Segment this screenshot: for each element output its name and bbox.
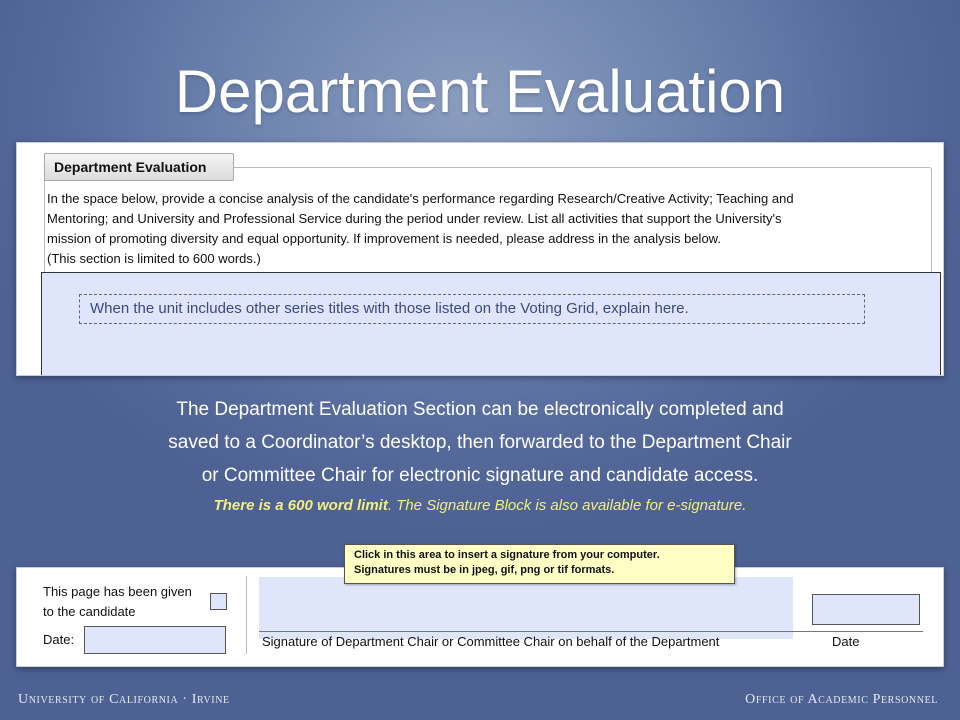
signature-tooltip bbox=[344, 544, 735, 584]
slide-title: Department Evaluation bbox=[174, 58, 786, 125]
instructions-line: Mentoring; and University and Professional Service during the period under review. List all activities that support the University's bbox=[47, 211, 782, 226]
department-evaluation-form bbox=[16, 142, 944, 376]
signature-area[interactable] bbox=[259, 577, 793, 639]
divider bbox=[246, 576, 247, 654]
given-to-candidate-checkbox[interactable] bbox=[210, 593, 227, 610]
description-text bbox=[40, 393, 920, 492]
description-line: saved to a Coordinator’s desktop, then forwarded to the Department Chair bbox=[168, 432, 792, 453]
given-label-line: to the candidate bbox=[43, 604, 136, 619]
signature-line bbox=[259, 631, 923, 632]
description-line: or Committee Chair for electronic signature and candidate access. bbox=[201, 465, 759, 486]
tooltip-line: Signatures must be in jpeg, gif, png or tif formats. bbox=[354, 564, 615, 576]
instructions-line: (This section is limited to 600 words.) bbox=[47, 251, 261, 266]
given-to-candidate-label bbox=[43, 582, 192, 622]
footer-office: Office of Academic Personnel bbox=[745, 692, 938, 707]
date-field[interactable] bbox=[84, 626, 226, 654]
signature-caption: Signature of Department Chair or Committee Chair on behalf of the Department bbox=[262, 634, 720, 649]
description-line: The Department Evaluation Section can be electronically completed and bbox=[176, 399, 784, 420]
instructions-text bbox=[47, 189, 917, 269]
signature-date-field[interactable] bbox=[812, 594, 920, 625]
footer-university: University of California · Irvine bbox=[18, 692, 230, 707]
tooltip-line: Click in this area to insert a signature from your computer. bbox=[354, 549, 660, 561]
instructions-line: mission of promoting diversity and equal opportunity. If improvement is needed, please address in the analysis below. bbox=[47, 231, 721, 246]
word-limit-bold: There is a 600 word limit bbox=[213, 497, 388, 514]
signature-date-label: Date bbox=[832, 634, 860, 649]
instructions-line: In the space below, provide a concise analysis of the candidate's performance regarding Research/Creative Activity; Teaching and bbox=[47, 191, 794, 206]
signature-note: . The Signature Block is also available for e-signature. bbox=[387, 497, 747, 514]
word-limit-note bbox=[40, 495, 920, 517]
section-tab-department-evaluation: Department Evaluation bbox=[44, 153, 234, 181]
evaluation-text-area[interactable] bbox=[41, 272, 941, 376]
given-label-line: This page has been given bbox=[43, 584, 192, 599]
series-titles-placeholder[interactable]: When the unit includes other series titles with those listed on the Voting Grid, explain here. bbox=[79, 294, 865, 324]
date-label: Date: bbox=[43, 632, 75, 647]
